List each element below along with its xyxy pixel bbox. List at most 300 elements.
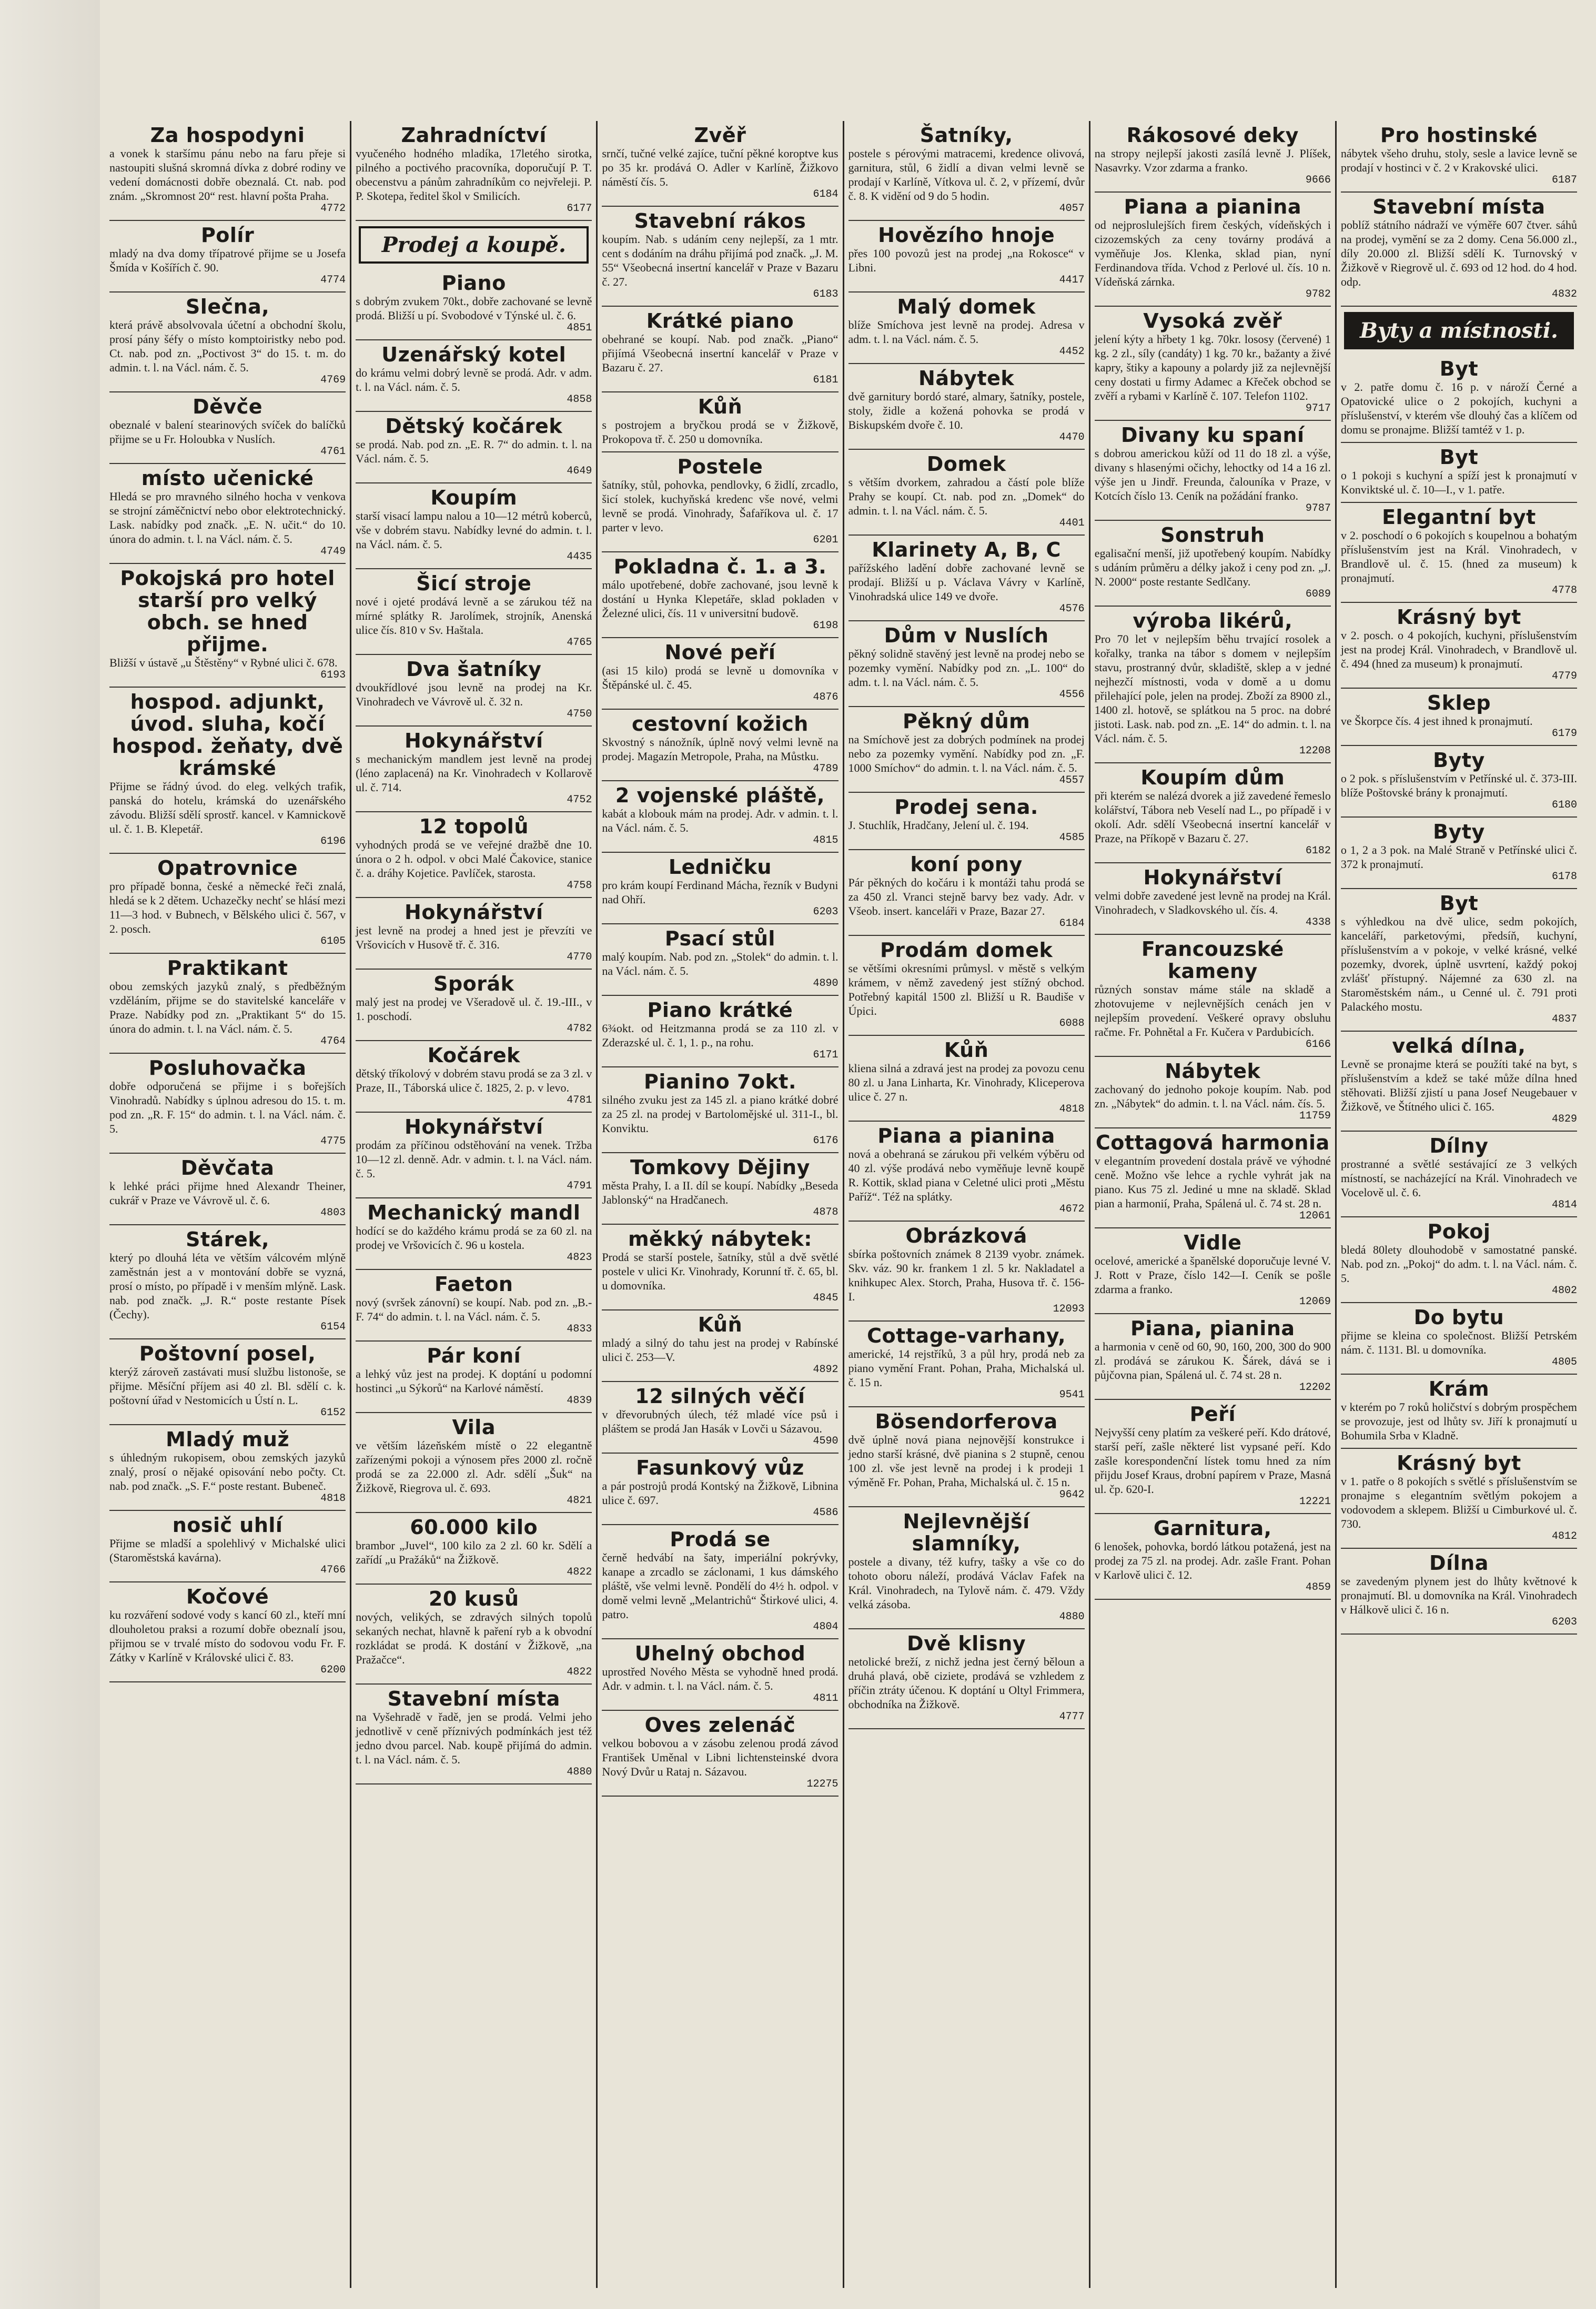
ad-title: Pro hostinské bbox=[1380, 124, 1538, 147]
ad-title: Kočové bbox=[186, 1585, 269, 1608]
ad-title: Kůň bbox=[944, 1038, 989, 1062]
ad-title: Dílny bbox=[1429, 1134, 1489, 1157]
ad-number: 4833 bbox=[567, 1323, 592, 1335]
ad-body: sbírka poštovních známek 8 2139 vyobr. známek. Skv. váz. 90 kr. frankem 1 zl. 5 kr. Nakladatel a knihkupec Alex. Storch, Praha, Husova tř. č. 156-I. bbox=[848, 1247, 1085, 1303]
ad-title: 12 silných věčí bbox=[635, 1385, 805, 1408]
ad-number: 4649 bbox=[567, 465, 592, 477]
ad-number: 4818 bbox=[1059, 1103, 1085, 1115]
ad-number: 4749 bbox=[320, 546, 346, 558]
ad-title: Rákosové deky bbox=[1126, 124, 1299, 147]
ad-title: Prodej sena. bbox=[894, 795, 1038, 819]
ad-body: a pár postrojů prodá Kontský na Žižkově, Libnina ulice č. 697. bbox=[602, 1479, 839, 1507]
ad-number: 4789 bbox=[813, 763, 839, 775]
ad-title: Byty bbox=[1433, 749, 1485, 772]
ad-body: vyhodných prodá se ve veřejné dražbě dne 10. února o 2 h. odpol. v obci Malé Čakovice, stanice č. a. dráhy Kojetice. Pavlíček, starosta. bbox=[356, 838, 592, 880]
ad-number: 6176 bbox=[813, 1135, 839, 1147]
ad-number: 4770 bbox=[567, 951, 592, 963]
ad-number: 6171 bbox=[813, 1049, 839, 1061]
ad-body: šatníky, stůl, pohovka, pendlovky, 6 židlí, zrcadlo, šicí stolek, kuchyňská kredenc vše nové, velmi levně se prodá. Vinohrady, Šafaříkova ul. č. 17 parter v levo. bbox=[602, 478, 839, 534]
ad-title: Dům v Nuslích bbox=[884, 624, 1049, 647]
ad-body: americké, 14 rejstříků, 3 a půl hry, prodá neb za piano vymění Frant. Pohan, Praha, Michalská ul. č. 15 n. bbox=[848, 1347, 1085, 1389]
ad-body: brambor „Juvel“, 100 kilo za 2 zl. 60 kr. Sdělí a zařídí „u Pražáků“ na Žižkově. bbox=[356, 1539, 592, 1566]
ad-body: se většími okresními průmysl. v městě s velkým krámem, v němž zavedený jest stížný obchod. Potřebný kapitál 1500 zl. Bližší u R. Baudiše v Úpici. bbox=[848, 962, 1085, 1017]
ad-number: 4851 bbox=[567, 322, 592, 334]
ad-number: 6166 bbox=[1305, 1038, 1331, 1051]
ad-body: pařížského ladění dobře zachované levně se prodají. Bližší u p. Václava Vávry v Karlíně, Vinohradská ulice 149 ve dvoře. bbox=[848, 561, 1085, 603]
ad-title: Prodá se bbox=[670, 1528, 771, 1551]
ad-body: který po dlouhá léta ve větším válcovém mlýně zaměstnán jest a v montování dobře se vyzná, prosí o místo, po případě i v menším mlýně. Lask. nab. pod značk. „J. R.“ poste restante Písek (Čechy). bbox=[109, 1251, 346, 1321]
ad-number: 6181 bbox=[813, 374, 839, 386]
ad-body: 6 lenošek, pohovka, bordó látkou potažená, jest na prodej za 75 zl. na prodej. Adr. zašle Frant. Pohan v Karlově ulici č. 12. bbox=[1094, 1540, 1331, 1581]
ad-title: Krásný byt bbox=[1397, 606, 1521, 629]
ad-number: 4818 bbox=[320, 1493, 346, 1505]
classified-ad bbox=[1341, 1032, 1577, 1132]
ad-title: Psací stůl bbox=[664, 927, 775, 950]
ad-body: Levně se pronajme která se použíti také na byt, s příslušenstvím a kdež se také může dílna hned stěhovati. Bližší zjistí u pana Josef Neugebauer v Žižkově, ve Štítného ulici č. 165. bbox=[1340, 1057, 1578, 1113]
ad-title: Cottagová harmonia bbox=[1095, 1131, 1330, 1154]
classified-ad bbox=[356, 970, 592, 1041]
ad-body: při kterém se nalézá dvorek a již zavedené řemeslo kolářství, Tábora neb Veselí nad L., po případě i v okolí. Adr. sdělí Všeobecná insertní kancelář v Praze, na Příkopě v Bazaru č. 27. bbox=[1094, 789, 1331, 845]
classified-ad bbox=[356, 121, 592, 221]
ad-body: s výhledkou na dvě ulice, sedm pokojích, kanceláří, parketovými, předsíň, kuchyní, příslušenstvím a v pokoje, v velké krásné, velké pozemky, dvorek, úplně usvrtení, každý pokoj zvlášť přístupný. Nájemné za 630 zl. na Staroměstském nám., u Cenné ul. č. 791 proti Palackého mostu. bbox=[1340, 915, 1578, 1013]
column-6 bbox=[1337, 121, 1581, 2288]
ad-number: 4880 bbox=[567, 1766, 592, 1778]
ad-number: 4401 bbox=[1059, 517, 1085, 529]
ad-number: 4775 bbox=[320, 1135, 346, 1147]
ad-number: 4435 bbox=[567, 551, 592, 563]
classified-ad bbox=[109, 1511, 346, 1582]
ad-title: místo učenické bbox=[141, 467, 314, 490]
ad-number: 6201 bbox=[813, 534, 839, 546]
ad-number: 4837 bbox=[1552, 1013, 1578, 1025]
ad-title: Kůň bbox=[698, 1313, 743, 1336]
ad-body: mladý na dva domy třípatrové přijme se u Josefa Šmída v Košířích č. 90. bbox=[109, 247, 346, 274]
ad-body: prostranné a světlé sestávající ze 3 velkých místností, se nacházející na Král. Vinohradech ve Vocelově ul. č. 6. bbox=[1340, 1157, 1578, 1199]
ad-number: 4772 bbox=[320, 203, 346, 215]
classified-ad bbox=[1095, 607, 1331, 763]
ad-title: Faeton bbox=[435, 1273, 513, 1296]
classified-ad bbox=[1341, 889, 1577, 1032]
ad-number: 4839 bbox=[567, 1395, 592, 1407]
ad-body: pěkný solidně stavěný jest levně na prodej nebo se pozemky vymění. Nabídky pod zn. „L. 100“ do adm. t. l. na Václ. nám. č. 5. bbox=[848, 647, 1085, 689]
ad-body: o 1 pokoji s kuchyní a spíží jest k pronajmutí v Konviktské ul. č. 10—I., v 1. patře. bbox=[1340, 469, 1578, 496]
ad-number: 4417 bbox=[1059, 274, 1085, 286]
ad-title: 2 vojenské pláště, bbox=[615, 784, 825, 807]
ad-title: Dílna bbox=[1429, 1551, 1489, 1575]
classified-ad bbox=[356, 655, 592, 727]
classified-ad bbox=[356, 483, 592, 569]
ad-title: Postele bbox=[677, 455, 763, 478]
ad-number: 4470 bbox=[1059, 431, 1085, 443]
ad-title: Sklep bbox=[1427, 691, 1491, 714]
ad-number: 9541 bbox=[1059, 1389, 1085, 1401]
ad-body: Přijme se mladší a spolehlivý v Michalské ulici (Staroměstská kavárna). bbox=[109, 1537, 346, 1564]
ad-title: Mladý muž bbox=[166, 1428, 290, 1451]
classified-ad bbox=[356, 1113, 592, 1198]
ad-number: 4556 bbox=[1059, 689, 1085, 701]
ad-title: Zvěř bbox=[694, 124, 746, 147]
classified-ad bbox=[1095, 1314, 1331, 1400]
classified-ad bbox=[109, 564, 346, 688]
classified-ad bbox=[109, 392, 346, 464]
ad-number: 12221 bbox=[1299, 1496, 1331, 1508]
ad-number: 4557 bbox=[1059, 774, 1085, 787]
classified-ad bbox=[109, 1339, 346, 1425]
ad-number: 9782 bbox=[1305, 288, 1331, 300]
ad-title: Pár koní bbox=[427, 1344, 521, 1367]
ad-body: do krámu velmi dobrý levně se prodá. Adr. v adm. t. l. na Václ. nám. č. 5. bbox=[356, 366, 592, 394]
classified-ad bbox=[1095, 863, 1331, 935]
ad-title: Dva šatníky bbox=[406, 658, 542, 681]
classified-ad bbox=[109, 854, 346, 954]
ad-number: 4823 bbox=[567, 1252, 592, 1264]
ad-number: 6193 bbox=[320, 669, 346, 681]
ad-title: Stavební rákos bbox=[634, 209, 806, 233]
ad-body: nových, velikých, se zdravých silných topolů sekaných nechat, hlavně k paření ryb a k obvodní rozkládat se prodá. K dostání v Žižkově, „na Pražačce“. bbox=[356, 1610, 592, 1666]
ad-number: 4880 bbox=[1059, 1611, 1085, 1623]
ad-title: Šicí stroje bbox=[416, 572, 532, 595]
ad-title: Stavební místa bbox=[1372, 195, 1546, 218]
ad-title: Koupím bbox=[430, 486, 518, 509]
ad-number: 6182 bbox=[1305, 845, 1331, 857]
ad-body: přes 100 povozů jest na prodej „na Rokosce“ v Libni. bbox=[848, 247, 1085, 274]
ad-title: nosič uhlí bbox=[172, 1514, 283, 1537]
classified-ad bbox=[1341, 1449, 1577, 1549]
ad-body: se zavedeným plynem jest do lhůty květnové k pronajmutí. Bl. u domovníka na Král. Vinohradech v Hálkově ulici č. 16 n. bbox=[1340, 1575, 1578, 1616]
classified-ad bbox=[848, 221, 1085, 293]
classified-ad bbox=[1095, 307, 1331, 421]
classified-ad bbox=[848, 121, 1085, 221]
ad-body: koupím. Nab. s udáním ceny nejlepší, za 1 mtr. cent s dodáním na dráhu přijímá pod značk. „J. M. 55“ Všeobecná insertní kancelář v Praze v Bazaru č. 27. bbox=[602, 233, 839, 288]
classified-ad bbox=[109, 221, 346, 293]
ad-body: 6¾okt. od Heitzmanna prodá se za 110 zl. v Zderazské ul. č. 1, 1. p., na rohu. bbox=[602, 1022, 839, 1049]
ad-body: která právě absolvovala účetní a obchodní školu, prosí pány šéfy o místo komptoiristky nebo pod. Ct. nab. pod zn. „Poctivost 3“ do 15. t. m. do admin. t. l. na Václ. nám. č. 5. bbox=[109, 318, 346, 374]
classified-ad bbox=[602, 996, 838, 1067]
classified-ad bbox=[848, 293, 1085, 364]
classified-ad bbox=[848, 1407, 1085, 1507]
ad-number: 6088 bbox=[1059, 1017, 1085, 1030]
ad-number: 4829 bbox=[1552, 1113, 1578, 1125]
ad-number: 6184 bbox=[813, 188, 839, 200]
ad-title: Francouzské kameny bbox=[1141, 937, 1284, 983]
ad-body: malý jest na prodej ve Všeradově ul. č. 19.-III., v 1. poschodí. bbox=[356, 995, 592, 1023]
column-5 bbox=[1090, 121, 1337, 2288]
ad-title: Klarinety A, B, C bbox=[872, 538, 1061, 561]
ad-title: Koupím dům bbox=[1140, 766, 1285, 789]
ad-title: Tomkovy Dějiny bbox=[630, 1156, 810, 1179]
ad-number: 4859 bbox=[1305, 1581, 1331, 1594]
ad-number: 6179 bbox=[1552, 728, 1578, 740]
classified-ad bbox=[356, 1270, 592, 1342]
ad-title: 60.000 kilo bbox=[410, 1516, 538, 1539]
column-2 bbox=[351, 121, 598, 2288]
column-3 bbox=[598, 121, 844, 2288]
classified-ad bbox=[602, 1153, 838, 1225]
ad-body: Skvostný s nánožník, úplně nový velmi levně na prodej. Magazín Metropole, Praha, na Můstku. bbox=[602, 735, 839, 763]
ad-body: starší visací lampu nalou a 10—12 métrů koberců, vše v dobrém stavu. Nabídky levné do admin. t. l. na Václ. nám. č. 5. bbox=[356, 509, 592, 551]
classified-ad bbox=[602, 1525, 838, 1639]
ad-number: 6198 bbox=[813, 620, 839, 632]
ad-body: Pár pěkných do kočáru i k montáži tahu prodá se za 450 zl. Vranci stejně barvy bez vady. Adr. v Všeob. insert. kanceláři v Praze, Bazar 27. bbox=[848, 876, 1085, 917]
ad-number: 6177 bbox=[567, 203, 592, 215]
ad-title: Posluhovačka bbox=[148, 1056, 307, 1080]
classified-ad bbox=[602, 1454, 838, 1525]
ad-number: 4822 bbox=[567, 1666, 592, 1678]
classified-ad bbox=[109, 954, 346, 1054]
ad-title: Byty bbox=[1433, 820, 1485, 843]
ad-body: Přijme se řádný úvod. do eleg. velkých trafik, panská do hotelu, krámská do uzenářského závodu. Bližší sdělí sprostř. kancel. v Kamnickově ul. č. 1. B. Klepetář. bbox=[109, 780, 346, 835]
classified-ad bbox=[356, 1342, 592, 1413]
ad-body: černě hedvábí na šaty, imperiální pokrývky, kanape a zrcadlo se záclonami, 1 kus dámského pláště, vše velmi levně. Pondělí do 4½ h. odpol. v domě velmi levně „Melantrichů“ Štirkové ulici, 4. patro. bbox=[602, 1551, 839, 1621]
classified-ad bbox=[1341, 1217, 1577, 1303]
ad-number: 12275 bbox=[806, 1778, 839, 1790]
ad-title: Cottage-varhany, bbox=[867, 1324, 1066, 1347]
classified-ad bbox=[602, 1067, 838, 1153]
ad-title: Nábytek bbox=[918, 367, 1015, 390]
classified-ad bbox=[1341, 689, 1577, 746]
ad-title: Prodám domek bbox=[880, 939, 1053, 962]
ad-body: postele a divany, též kufry, tašky a vše co do tohoto oboru náleží, prodává Václav Fafek na Král. Vinohradech, na Tylově nám. č. 479. Vždy velká zásoba. bbox=[848, 1555, 1085, 1611]
ad-title: Pianino 7okt. bbox=[643, 1070, 796, 1093]
ad-body: obehrané se koupí. Nab. pod značk. „Piano“ přijímá Všeobecná insertní kancelář v Praze v Bazaru č. 27. bbox=[602, 332, 839, 374]
ad-body: kterýž zároveň zastávati musí službu listonoše, se přijme. Měsíční příjem asi 40 zl. Bl. sdělí c. k. poštovní úřad v Nestomicích u Ústí n. L. bbox=[109, 1365, 346, 1407]
ad-title: Vidle bbox=[1184, 1231, 1242, 1254]
ad-title: Peří bbox=[1189, 1403, 1236, 1426]
classified-ad bbox=[602, 710, 838, 781]
ad-title: Pokladna č. 1. a 3. bbox=[613, 555, 827, 578]
classified-ad bbox=[1341, 603, 1577, 689]
ad-body: s mechanickým mandlem jest levně na prodej (léno zaplacená) na Kr. Vinohradech v Kollarově ul. č. 714. bbox=[356, 752, 592, 794]
ad-body: dvě úplně nová piana nejnovější konstrukce i jedno starší krásné, dvě pianina s 2 stupně, cenou 100 zl. vše jest levně na prodej i k prodeji 1 výměně Fr. Pohan, Praha, Michalská ul. č. 15 n. bbox=[848, 1433, 1085, 1489]
ad-title: Nejlevnější slamníky, bbox=[903, 1510, 1030, 1555]
ad-number: 4777 bbox=[1059, 1711, 1085, 1723]
ad-title: Malý domek bbox=[897, 295, 1036, 318]
ad-title: Nové peří bbox=[664, 641, 776, 664]
ad-number: 9666 bbox=[1305, 174, 1331, 186]
ad-number: 4774 bbox=[320, 274, 346, 286]
ad-title: Polír bbox=[200, 224, 255, 247]
ad-body: nové i ojeté prodává levně a se zárukou též na mírné splátky R. Jarolímek, strojník, Anenská ulice čís. 810 v Sv. Haštala. bbox=[356, 595, 592, 637]
ad-title: Uhelný obchod bbox=[634, 1642, 806, 1665]
ad-body: pro krám koupí Ferdinand Mácha, řezník v Budyni nad Ohří. bbox=[602, 879, 839, 906]
classified-ad bbox=[356, 340, 592, 412]
classified-ad bbox=[1341, 443, 1577, 503]
ad-body: jest levně na prodej a hned jest je převzíti ve Vršovicích v Husově tř. č. 316. bbox=[356, 924, 592, 951]
classified-ad bbox=[602, 307, 838, 392]
ad-body: nová a obehraná se zárukou při velkém výběru od 40 zl. výše prodává nebo vyměňuje levně koupě R. Kottik, sklad piana v Celetné ulici proti „Městu Paříž“. Též na splátky. bbox=[848, 1147, 1085, 1203]
ad-number: 6200 bbox=[320, 1664, 346, 1676]
ad-title: Fasunkový vůz bbox=[636, 1456, 804, 1479]
classified-ad bbox=[848, 1629, 1085, 1729]
ad-title: Šatníky, bbox=[920, 124, 1013, 147]
ad-title: Dvě klisny bbox=[907, 1632, 1026, 1655]
ad-title: Za hospodyni bbox=[150, 124, 305, 147]
ad-body: poblíž státního nádraží ve výměře 607 čtver. sáhů na prodej, vymění se za 2 domy. Cena 56.000 zl., díly 20.000 zl. Bližší sdělí K. Turnovský v Žižkově v Riegrově ul. č. 693 od 12 hod. do 4 hod. odp. bbox=[1340, 218, 1578, 288]
classified-ad bbox=[109, 293, 346, 392]
classified-ad bbox=[848, 793, 1085, 850]
ad-body: dětský tříkolový v dobrém stavu prodá se za 3 zl. v Praze, II., Táborská ulice č. 1825, 2. p. v levo. bbox=[356, 1067, 592, 1094]
classified-ad bbox=[602, 1225, 838, 1310]
ad-body: bledá 80lety dlouhodobě v samostatné panské. Nab. pod zn. „Pokoj“ do adm. t. l. na Václ. nám. č. 5. bbox=[1340, 1243, 1578, 1285]
classified-ad bbox=[848, 1036, 1085, 1122]
ad-number: 4814 bbox=[1552, 1199, 1578, 1211]
ad-title: Piana a pianina bbox=[877, 1124, 1055, 1147]
ad-title: Elegantní byt bbox=[1382, 506, 1536, 529]
ad-title: Hokynářství bbox=[405, 901, 543, 924]
ad-title: Sonstruh bbox=[1160, 523, 1265, 547]
ad-number: 4890 bbox=[813, 977, 839, 990]
classified-ad bbox=[1095, 1057, 1331, 1128]
ad-body: o 1, 2 a 3 pok. na Malé Straně v Petřínské ulici č. 372 k pronajmutí. bbox=[1340, 843, 1578, 871]
classified-ad bbox=[848, 1507, 1085, 1629]
ad-title: Obrázková bbox=[905, 1224, 1027, 1247]
ad-number: 4576 bbox=[1059, 603, 1085, 615]
ad-title: Stavební místa bbox=[387, 1687, 560, 1710]
ad-body: malý koupím. Nab. pod zn. „Stolek“ do admin. t. l. na Václ. nám. č. 5. bbox=[602, 950, 839, 977]
ad-number: 4782 bbox=[567, 1023, 592, 1035]
classified-ad bbox=[602, 392, 838, 452]
ad-title: Pěkný dům bbox=[902, 710, 1031, 733]
ad-number: 4672 bbox=[1059, 1203, 1085, 1215]
ad-number: 6105 bbox=[320, 935, 346, 947]
ad-title: Byt bbox=[1439, 892, 1479, 915]
ad-number: 4452 bbox=[1059, 346, 1085, 358]
ad-title: Kůň bbox=[698, 395, 743, 418]
classified-ad bbox=[356, 1413, 592, 1513]
ad-title: Slečna, bbox=[185, 295, 270, 318]
classified-ad bbox=[848, 850, 1085, 936]
ad-number: 4876 bbox=[813, 691, 839, 703]
ad-title: Byt bbox=[1439, 357, 1479, 380]
ad-body: s větším dvorkem, zahradou a částí pole blíže Prahy se koupí. Ct. nab. pod zn. „Domek“ do admin. t. l. na Václ. nám. č. 5. bbox=[848, 476, 1085, 517]
ad-body: města Prahy, I. a II. díl se koupí. Nabídky „Beseda Jablonský“ na Hradčanech. bbox=[602, 1179, 839, 1206]
ad-body: silného zvuku jest za 145 zl. a piano krátké dobré za 25 zl. na prodej v Bartolomějské ul. 311-I., bl. Konviktu. bbox=[602, 1093, 839, 1135]
classified-ad bbox=[1341, 355, 1577, 443]
classified-ad bbox=[848, 1322, 1085, 1407]
ad-number: 6089 bbox=[1305, 588, 1331, 600]
ad-body: na Vyšehradě v řadě, jen se prodá. Velmi jeho jednotlivě v ceně příznivých podmínkách jest též jedno dvou parcel. Nab. koupě přijímá do admin. t. l. na Václ. nám. č. 5. bbox=[356, 1710, 592, 1766]
column-4 bbox=[844, 121, 1090, 2288]
classified-ad bbox=[109, 464, 346, 564]
ad-body: ve větším lázeňském místě o 22 elegantně zařízenými pokoji a výnosem přes 2000 zl. ročně prodá se za 22.000 zl. Adr. sdělí „Šuk“ na Žižkově, Riegrova ul. č. 693. bbox=[356, 1439, 592, 1495]
classified-ad bbox=[1095, 521, 1331, 607]
classified-ad bbox=[1341, 1132, 1577, 1217]
ad-number: 6203 bbox=[1552, 1616, 1578, 1628]
classified-ad bbox=[848, 364, 1085, 450]
classified-ad bbox=[356, 727, 592, 812]
ad-title: Dětský kočárek bbox=[385, 415, 563, 438]
classified-ad bbox=[602, 121, 838, 207]
ad-number: 6178 bbox=[1552, 871, 1578, 883]
ad-body: v dřevorubných úlech, též mladé více psů i pláštem se prodá Jan Hasák v Lovči u Sázavou. bbox=[602, 1408, 839, 1435]
ad-number: 12093 bbox=[1053, 1303, 1085, 1315]
ad-body: se prodá. Nab. pod zn. „E. R. 7“ do admin. t. l. na Václ. nám. č. 5. bbox=[356, 438, 592, 465]
ad-number: 4585 bbox=[1059, 832, 1085, 844]
ad-body: uprostřed Nového Města se vyhodně hned prodá. Adr. v admin. t. l. na Václ. nám. č. 5. bbox=[602, 1665, 839, 1692]
classified-ad bbox=[848, 621, 1085, 707]
ad-body: a harmonia v ceně od 60, 90, 160, 200, 300 do 900 zl. prodává se zárukou K. Šárek, dává se i půjčovna pian, Spálená ul. č. 74 st. 28 n. bbox=[1094, 1340, 1331, 1382]
classified-ad bbox=[356, 812, 592, 898]
ad-body: postele s pérovými matracemi, kredence olivová, garnitura, stůl, 6 židlí a divan velmi levně se prodají v Karlíně, Vítkova ul. č. 2, v přízemí, dvůr č. 8. K vidění od 9 do 5 hodin. bbox=[848, 147, 1085, 203]
ad-title: Pokojská pro hotel starší pro velký obch. se hned přijme. bbox=[120, 567, 335, 656]
ad-title: Piano bbox=[441, 271, 506, 295]
ad-body: prodám za příčinou odstěhování na venek. Tržba 10—12 zl. denně. Adr. v admin. t. l. na Václ. nám. č. 5. bbox=[356, 1138, 592, 1180]
column-1 bbox=[105, 121, 351, 2288]
classified-ad bbox=[1095, 935, 1331, 1057]
ad-title: Mechanický mandl bbox=[367, 1201, 581, 1224]
classified-ad bbox=[1341, 503, 1577, 603]
classified-ad bbox=[1095, 1228, 1331, 1314]
ad-number: 4821 bbox=[567, 1495, 592, 1507]
ad-number: 6180 bbox=[1552, 799, 1578, 811]
classified-ad bbox=[1341, 1549, 1577, 1635]
ad-number: 4811 bbox=[813, 1692, 839, 1705]
ad-title: Krám bbox=[1428, 1377, 1490, 1400]
classified-ad bbox=[848, 707, 1085, 793]
ad-title: Hokynářství bbox=[1143, 866, 1282, 889]
ad-title: cestovní kožich bbox=[632, 712, 809, 735]
classified-ad bbox=[1095, 1400, 1331, 1514]
ad-number: 4815 bbox=[813, 834, 839, 846]
ad-body: zachovaný do jednoho pokoje koupím. Nab. pod zn. „Nábytek“ do admin. t. l. na Václ. nám. čís. 5. bbox=[1094, 1083, 1331, 1110]
classified-ad bbox=[109, 1582, 346, 1682]
classified-ad bbox=[848, 1122, 1085, 1222]
classified-ad bbox=[602, 1711, 838, 1797]
ad-title: Ledničku bbox=[668, 855, 772, 879]
ad-body: o 2 pok. s příslušenstvím v Petřínské ul. č. 373-III. blíže Poštovské brány k pronajmutí. bbox=[1340, 772, 1578, 799]
ad-title: Pokoj bbox=[1427, 1220, 1491, 1243]
ad-number: 4858 bbox=[567, 394, 592, 406]
classified-ad bbox=[356, 898, 592, 970]
ad-number: 4590 bbox=[813, 1435, 839, 1447]
ad-title: Sporák bbox=[433, 972, 514, 995]
ad-body: (asi 15 kilo) prodá se levně u domovníka v Štěpánské ul. č. 45. bbox=[602, 664, 839, 691]
classified-ad bbox=[1095, 121, 1331, 193]
ad-title: Oves zelenáč bbox=[644, 1713, 796, 1737]
section-heading-prodej: Prodej a koupě. bbox=[359, 226, 589, 264]
ad-title: 12 topolů bbox=[419, 815, 529, 838]
ad-body: v elegantním provedení dostala právě ve výhodné ceně. Možno vše lehce a rychle vyhrát jak na piano. Kus 75 zl. Jediné u mne na skladě. Sklad pian a harmonií, Praha, Spálená ul. č. 74 st. 28 n. bbox=[1094, 1154, 1331, 1210]
ad-number: 4812 bbox=[1552, 1530, 1578, 1542]
ad-body: a lehký vůz jest na prodej. K doptání u podomní hostinci „u Sýkorů“ na Karlové náměstí. bbox=[356, 1367, 592, 1395]
ad-body: od nejproslulejších firem českých, vídeňských i cizozemských za ceny továrny prodává a vyměňuje Jos. Klenka, sklad pian, nyní Ferdinandova třída. Vchod z Perlové ul. čís. 10 n. Vídeňská zárnka. bbox=[1094, 218, 1331, 288]
ad-number: 4804 bbox=[813, 1621, 839, 1633]
ad-number: 12061 bbox=[1299, 1210, 1331, 1222]
ad-number: 4779 bbox=[1552, 670, 1578, 682]
ad-number: 4769 bbox=[320, 374, 346, 386]
ad-title: Uzenářský kotel bbox=[381, 343, 567, 366]
classified-ad bbox=[602, 781, 838, 853]
classified-ad bbox=[1341, 746, 1577, 818]
classified-ad bbox=[848, 1222, 1085, 1322]
classified-ad bbox=[602, 552, 838, 638]
ad-body: s úhledným rukopisem, obou zemských jazyků znalý, prosí o nějaké opisování nebo počty. Ct. nab. pod značk. „S. F.“ poste restant. Bubeneč. bbox=[109, 1451, 346, 1493]
classified-ad bbox=[356, 569, 592, 655]
ad-number: 4845 bbox=[813, 1292, 839, 1304]
ad-title: Zahradníctví bbox=[401, 124, 547, 147]
ad-body: kabát a klobouk mám na prodej. Adr. v admin. t. l. na Václ. nám. č. 5. bbox=[602, 807, 839, 834]
ad-title: Krátké piano bbox=[646, 309, 794, 332]
ad-number: 6187 bbox=[1552, 174, 1578, 186]
ad-body: s dobrým zvukem 70kt., dobře zachované se levně prodá. Bližší u pí. Svobodové v Týnské ul. č. 6. bbox=[356, 295, 592, 322]
ad-title: Divany ku spaní bbox=[1120, 424, 1305, 447]
ad-title: Piano krátké bbox=[647, 999, 793, 1022]
ad-body: kliena silná a zdravá jest na prodej za povozu cenu 80 zl. u Jana Linharta, Kr. Vinohrady, Kliceperova ulice č. 27 n. bbox=[848, 1062, 1085, 1103]
classified-ad bbox=[1341, 121, 1577, 193]
ad-title: Piana a pianina bbox=[1124, 195, 1301, 218]
ad-body: hodící se do každého krámu prodá se za 60 zl. na prodej ve Vršovicích č. 96 u kostela. bbox=[356, 1224, 592, 1252]
classified-ad bbox=[848, 936, 1085, 1036]
